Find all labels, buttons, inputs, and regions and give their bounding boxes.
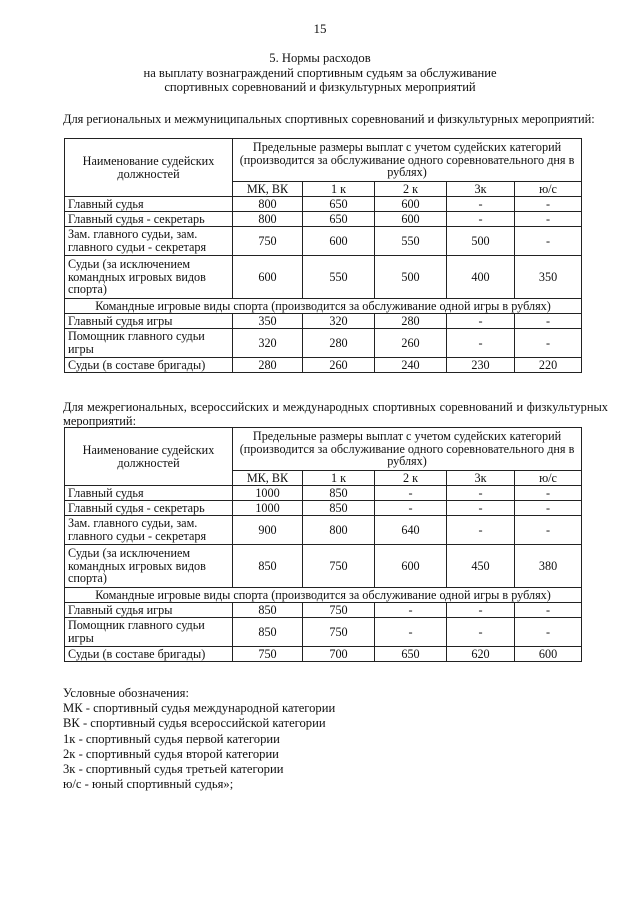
interregional-norms-table	[64, 427, 582, 662]
table-row	[65, 486, 582, 501]
table-row	[65, 314, 582, 329]
heading-line-1: 5. Нормы расходов	[269, 51, 371, 65]
value-cell: 1000	[233, 501, 303, 516]
value-cell: -	[447, 212, 515, 227]
value-cell: 650	[303, 197, 375, 212]
value-cell: 600	[233, 256, 303, 299]
value-cell: -	[375, 618, 447, 647]
value-cell: 600	[303, 227, 375, 256]
legend-item: 2к - спортивный судья второй категории	[63, 746, 279, 761]
value-cell: 550	[375, 227, 447, 256]
legend-item: МК - спортивный судья международной категории	[63, 701, 336, 716]
value-cell: 280	[375, 314, 447, 329]
value-cell: 260	[375, 329, 447, 358]
regional-norms-table	[64, 138, 582, 373]
category-header: 2 к	[375, 471, 447, 486]
value-cell: 750	[303, 603, 375, 618]
value-cell: 640	[375, 516, 447, 545]
value-cell: 600	[375, 197, 447, 212]
legend-item: 1к - спортивный судья первой категории	[63, 731, 280, 746]
value-cell: -	[375, 486, 447, 501]
legend-title: Условные обозначения:	[63, 686, 189, 700]
header-limits: Предельные размеры выплат с учетом судейских категорий (производится за обслуживание одного соревновательного дня в рублях)	[233, 139, 582, 182]
value-cell: 280	[303, 329, 375, 358]
table-row	[65, 618, 582, 647]
table-row	[65, 516, 582, 545]
table-row	[65, 227, 582, 256]
value-cell: 850	[303, 501, 375, 516]
value-cell: -	[515, 227, 582, 256]
legend-item: ВК - спортивный судья всероссийской категории	[63, 716, 326, 731]
value-cell: 650	[303, 212, 375, 227]
value-cell: -	[447, 618, 515, 647]
position-name: Судьи (в составе бригады)	[65, 647, 233, 662]
value-cell: -	[515, 516, 582, 545]
value-cell: 320	[303, 314, 375, 329]
value-cell: 850	[233, 603, 303, 618]
table-row	[65, 647, 582, 662]
category-header: 1 к	[303, 182, 375, 197]
value-cell: 850	[233, 618, 303, 647]
legend	[63, 686, 335, 792]
position-name: Судьи (в составе бригады)	[65, 358, 233, 373]
value-cell: 620	[447, 647, 515, 662]
legend-item: 3к - спортивный судья третьей категории	[63, 762, 284, 777]
value-cell: 320	[233, 329, 303, 358]
category-header: 1 к	[303, 471, 375, 486]
value-cell: 600	[375, 212, 447, 227]
value-cell: -	[375, 603, 447, 618]
value-cell: 800	[233, 212, 303, 227]
value-cell: 850	[303, 486, 375, 501]
table-row	[65, 603, 582, 618]
value-cell: -	[447, 197, 515, 212]
category-header: ю/с	[515, 471, 582, 486]
category-header: 3к	[447, 182, 515, 197]
value-cell: 500	[375, 256, 447, 299]
table-row	[65, 358, 582, 373]
value-cell: 700	[303, 647, 375, 662]
team-sports-header: Командные игровые виды спорта (производится за обслуживание одной игры в рублях)	[65, 588, 582, 603]
value-cell: 380	[515, 545, 582, 588]
value-cell: -	[447, 486, 515, 501]
position-name: Главный судья	[65, 486, 233, 501]
value-cell: -	[515, 486, 582, 501]
value-cell: -	[515, 212, 582, 227]
value-cell: 450	[447, 545, 515, 588]
value-cell: 1000	[233, 486, 303, 501]
value-cell: -	[515, 618, 582, 647]
position-name: Помощник главного судьи игры	[65, 618, 233, 647]
value-cell: -	[515, 197, 582, 212]
category-header: ю/с	[515, 182, 582, 197]
position-name: Главный судья игры	[65, 314, 233, 329]
category-header: МК, ВК	[233, 471, 303, 486]
position-name: Зам. главного судьи, зам. главного судьи - секретаря	[65, 516, 233, 545]
category-header: МК, ВК	[233, 182, 303, 197]
page-number: 15	[313, 21, 327, 36]
value-cell: -	[447, 329, 515, 358]
table-row	[65, 501, 582, 516]
table-row	[65, 256, 582, 299]
value-cell: 600	[515, 647, 582, 662]
table-row	[65, 329, 582, 358]
value-cell: -	[515, 501, 582, 516]
value-cell: 750	[303, 545, 375, 588]
value-cell: 350	[233, 314, 303, 329]
position-name: Главный судья	[65, 197, 233, 212]
table-row	[65, 197, 582, 212]
value-cell: 550	[303, 256, 375, 299]
value-cell: -	[447, 314, 515, 329]
value-cell: 500	[447, 227, 515, 256]
category-header: 3к	[447, 471, 515, 486]
value-cell: 280	[233, 358, 303, 373]
position-name: Главный судья - секретарь	[65, 501, 233, 516]
position-name: Главный судья игры	[65, 603, 233, 618]
value-cell: 350	[515, 256, 582, 299]
value-cell: -	[515, 329, 582, 358]
position-name: Помощник главного судьи игры	[65, 329, 233, 358]
value-cell: 400	[447, 256, 515, 299]
value-cell: -	[375, 501, 447, 516]
value-cell: -	[447, 501, 515, 516]
value-cell: 800	[233, 197, 303, 212]
value-cell: 240	[375, 358, 447, 373]
team-sports-header: Командные игровые виды спорта (производится за обслуживание одной игры в рублях)	[65, 299, 582, 314]
value-cell: 750	[233, 647, 303, 662]
position-name: Судьи (за исключением командных игровых видов спорта)	[65, 256, 233, 299]
section2-intro: Для межрегиональных, всероссийских и международных спортивных соревнований и физкультурных мероприятий:	[63, 400, 608, 428]
value-cell: 750	[233, 227, 303, 256]
value-cell: 900	[233, 516, 303, 545]
section-heading	[0, 51, 640, 95]
header-position: Наименование судейских должностей	[65, 428, 233, 486]
value-cell: 600	[375, 545, 447, 588]
heading-line-3: спортивных соревнований и физкультурных мероприятий	[164, 80, 476, 94]
header-position: Наименование судейских должностей	[65, 139, 233, 197]
value-cell: 230	[447, 358, 515, 373]
section1-intro: Для региональных и межмуниципальных спортивных соревнований и физкультурных мероприятий:	[63, 112, 595, 126]
heading-line-2: на выплату вознаграждений спортивным судьям за обслуживание	[143, 65, 497, 80]
value-cell: -	[447, 516, 515, 545]
table-row	[65, 212, 582, 227]
value-cell: 750	[303, 618, 375, 647]
value-cell: 850	[233, 545, 303, 588]
value-cell: 260	[303, 358, 375, 373]
value-cell: -	[515, 314, 582, 329]
position-name: Зам. главного судьи, зам. главного судьи - секретаря	[65, 227, 233, 256]
value-cell: 800	[303, 516, 375, 545]
legend-item: ю/с - юный спортивный судья»;	[63, 777, 234, 792]
value-cell: 220	[515, 358, 582, 373]
value-cell: -	[447, 603, 515, 618]
position-name: Главный судья - секретарь	[65, 212, 233, 227]
value-cell: -	[515, 603, 582, 618]
header-limits: Предельные размеры выплат с учетом судейских категорий (производится за обслуживание одного соревновательного дня в рублях)	[233, 428, 582, 471]
value-cell: 650	[375, 647, 447, 662]
position-name: Судьи (за исключением командных игровых видов спорта)	[65, 545, 233, 588]
category-header: 2 к	[375, 182, 447, 197]
table-row	[65, 545, 582, 588]
